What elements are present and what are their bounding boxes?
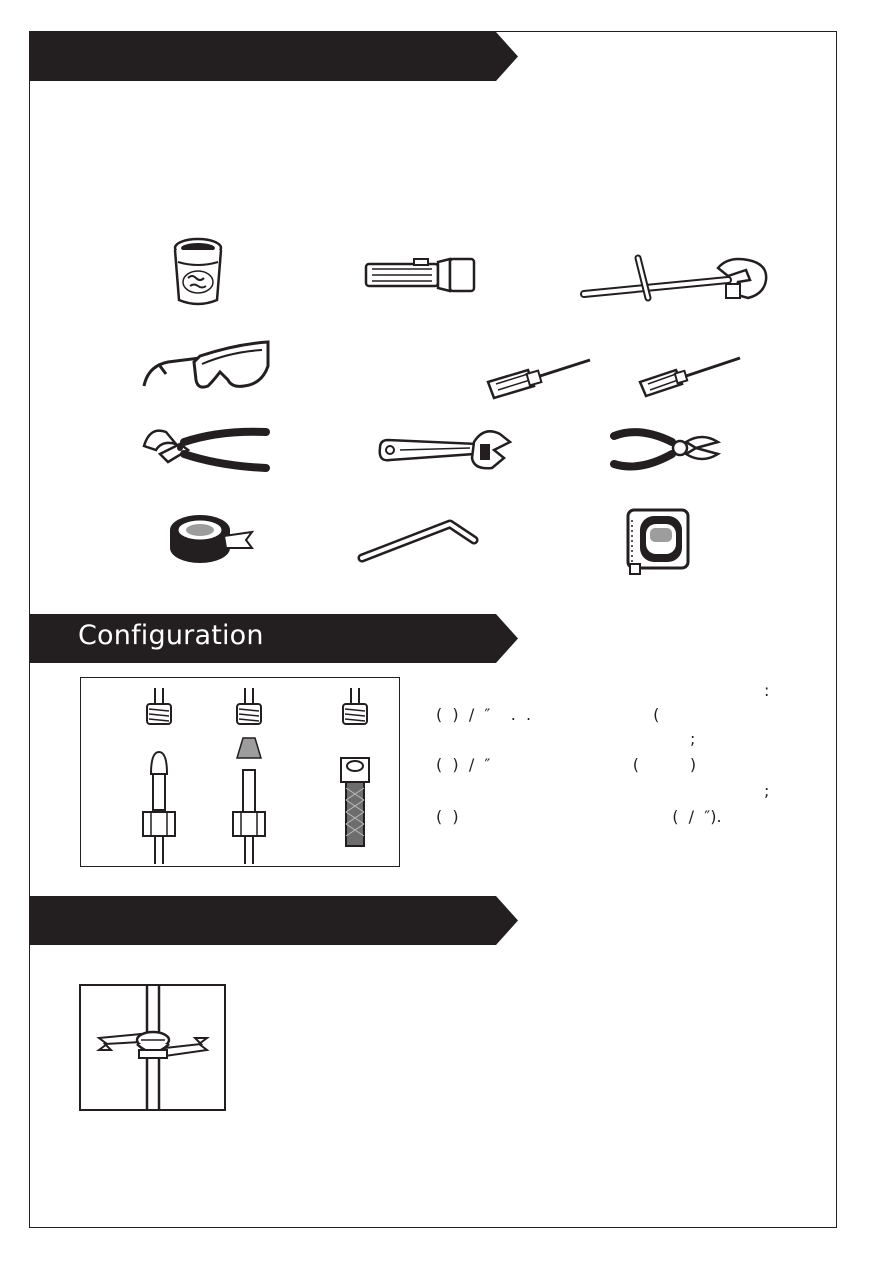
safety-glasses-icon [140, 336, 272, 394]
configuration-section-title: Configuration [78, 620, 264, 651]
flat-screwdriver-icon [636, 352, 744, 398]
wrench-on-supply-line-icon [81, 986, 224, 1109]
wire-cutters-icon [610, 426, 722, 472]
connection-type-b-icon [233, 688, 265, 864]
supply-shutoff-diagram [79, 984, 226, 1111]
phillips-screwdriver-icon [484, 352, 594, 400]
tape-measure-icon [624, 506, 692, 578]
config-line-3: ; [690, 729, 696, 748]
connection-type-c-icon [341, 688, 369, 846]
tools-section-banner [29, 32, 518, 81]
plumbers-putty-icon [168, 236, 228, 308]
connection-type-a-icon [143, 688, 175, 864]
config-line-6: ( ) ( / ″). [436, 807, 722, 826]
config-line-5: ; [764, 781, 770, 800]
basin-wrench-icon [578, 254, 774, 304]
config-line-2: ( ) / ″ . . ( [436, 705, 660, 724]
teflon-tape-icon [166, 510, 256, 566]
flashlight-icon [362, 256, 478, 294]
config-line-1: : [764, 681, 770, 700]
configuration-diagram [80, 677, 400, 867]
adjustable-wrench-icon [374, 428, 514, 472]
configuration-section-banner [29, 614, 518, 663]
channel-lock-pliers-icon [140, 424, 272, 476]
installation-section-banner [29, 896, 518, 945]
hex-key-icon [356, 514, 480, 566]
config-line-4: ( ) / ″ ( ) [436, 755, 697, 774]
